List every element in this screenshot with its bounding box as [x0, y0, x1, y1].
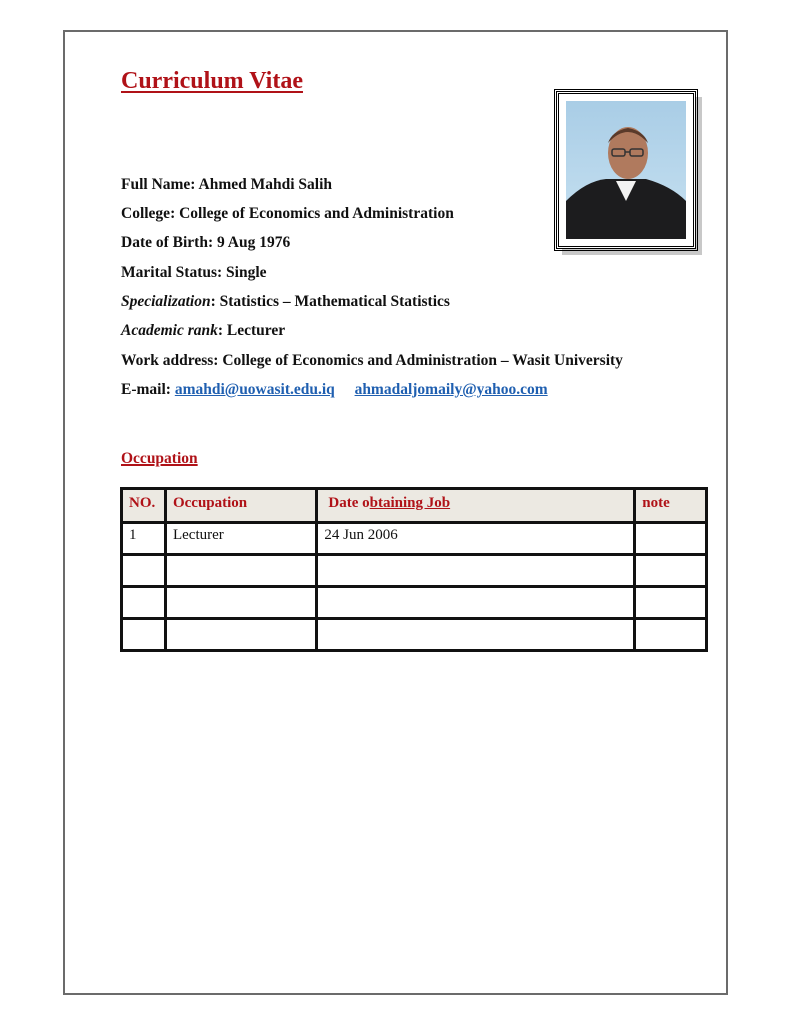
- header-date-part2: btaining Job: [369, 495, 451, 511]
- field-value: 9 Aug 1976: [217, 234, 291, 251]
- cell-date: [317, 619, 635, 651]
- field-label: Marital Status:: [121, 264, 223, 281]
- cell-occupation: Lecturer: [165, 523, 316, 555]
- cell-no: [122, 587, 166, 619]
- column-header-no: NO.: [122, 489, 166, 523]
- cell-no: 1: [122, 523, 166, 555]
- field-label: College:: [121, 205, 176, 222]
- cell-note: [635, 619, 707, 651]
- document-title: Curriculum Vitae: [121, 68, 303, 94]
- field-value: Ahmed Mahdi Salih: [198, 176, 333, 193]
- table-row: [122, 523, 707, 555]
- table-header-row: [122, 489, 707, 523]
- cell-occupation: [165, 555, 316, 587]
- cell-date: [317, 555, 635, 587]
- cell-occupation: [165, 587, 316, 619]
- column-header-occupation: Occupation: [165, 489, 316, 523]
- cell-note: [635, 587, 707, 619]
- cell-no: [122, 619, 166, 651]
- full-name-field: [121, 176, 332, 194]
- cell-no: [122, 555, 166, 587]
- email-link-secondary[interactable]: ahmadaljomaily@yahoo.com: [354, 381, 548, 398]
- column-header-note: note: [635, 489, 707, 523]
- marital-status-field: [121, 264, 267, 282]
- date-of-birth-field: [121, 234, 290, 252]
- field-label: Full Name:: [121, 176, 196, 193]
- email-link-primary[interactable]: amahdi@uowasit.edu.iq: [174, 381, 335, 398]
- field-label: Academic rank: [121, 322, 218, 339]
- field-value: : Lecturer: [217, 322, 286, 339]
- occupation-table: [120, 487, 708, 652]
- academic-rank-field: [121, 322, 285, 340]
- photo-frame: [556, 91, 696, 249]
- cell-occupation: [165, 619, 316, 651]
- table-row: [122, 555, 707, 587]
- field-label: Date of Birth:: [121, 234, 214, 251]
- table-row: [122, 587, 707, 619]
- specialization-field: [121, 293, 450, 311]
- header-date-part1: Date o: [328, 495, 370, 511]
- college-field: [121, 205, 454, 223]
- cell-date: [317, 587, 635, 619]
- column-header-date: [317, 489, 635, 523]
- cell-note: [635, 523, 707, 555]
- field-value: College of Economics and Administration: [179, 205, 454, 222]
- field-value: Single: [226, 264, 267, 281]
- email-field: [121, 381, 548, 399]
- field-value: College of Economics and Administration – Wasit University: [222, 352, 623, 369]
- field-label: Work address:: [121, 352, 219, 369]
- occupation-heading: Occupation: [121, 450, 198, 467]
- portrait-illustration: [566, 101, 686, 239]
- table-row: [122, 619, 707, 651]
- cell-date: 24 Jun 2006: [317, 523, 635, 555]
- cell-note: [635, 555, 707, 587]
- field-value: : Statistics – Mathematical Statistics: [210, 293, 450, 310]
- field-label: E-mail:: [121, 381, 171, 398]
- work-address-field: [121, 352, 623, 370]
- portrait-photo: [566, 101, 686, 239]
- field-label: Specialization: [121, 293, 211, 310]
